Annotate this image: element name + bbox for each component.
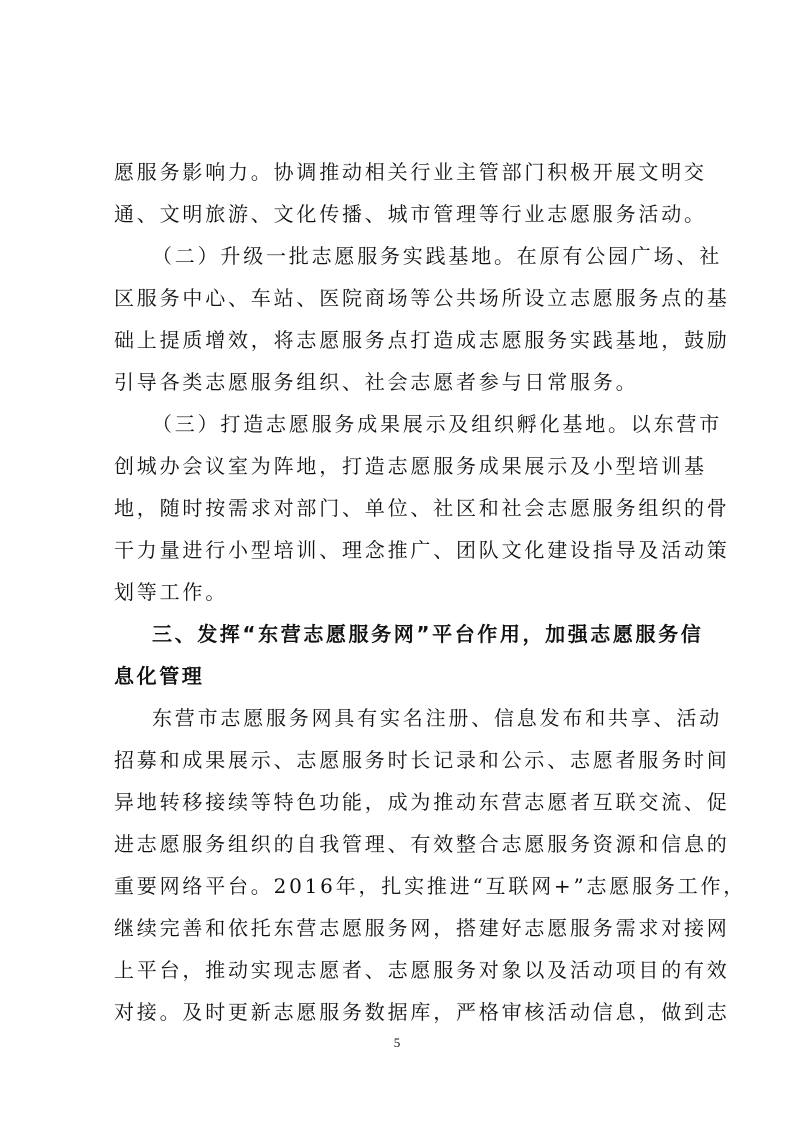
paragraph-line: 继续完善和依托东营志愿服务网，搭建好志愿服务需求对接网	[114, 916, 730, 940]
paragraph-line: 引导各类志愿服务组织、社会志愿者参与日常服务。	[114, 370, 639, 394]
paragraph-line: 础上提质增效，将志愿服务点打造成志愿服务实践基地，鼓励	[114, 328, 730, 352]
paragraph-line: 区服务中心、车站、医院商场等公共场所设立志愿服务点的基	[114, 286, 730, 310]
paragraph-line: （三）打造志愿服务成果展示及组织孵化基地。以东营市	[152, 412, 722, 436]
paragraph-line: 对接。及时更新志愿服务数据库，严格审核活动信息，做到志	[114, 1000, 730, 1024]
paragraph-line: 东营市志愿服务网具有实名注册、信息发布和共享、活动	[152, 706, 722, 730]
paragraph-line: 地，随时按需求对部门、单位、社区和社会志愿服务组织的骨	[114, 496, 730, 520]
page-number: 5	[393, 1035, 401, 1050]
paragraph-line: 上平台，推动实现志愿者、志愿服务对象以及活动项目的有效	[114, 958, 730, 982]
paragraph-line: （二）升级一批志愿服务实践基地。在原有公园广场、社	[152, 244, 722, 268]
paragraph-line: 愿服务影响力。协调推动相关行业主管部门积极开展文明交	[114, 160, 707, 184]
paragraph-line: 异地转移接续等特色功能，成为推动东营志愿者互联交流、促	[114, 790, 730, 814]
section-heading-line: 息化管理	[114, 664, 205, 688]
paragraph-line: 干力量进行小型培训、理念推广、团队文化建设指导及活动策	[114, 538, 730, 562]
section-heading-line: 三、发挥“东营志愿服务网”平台作用，加强志愿服务信	[152, 622, 704, 646]
paragraph-line: 通、文明旅游、文化传播、城市管理等行业志愿服务活动。	[114, 202, 707, 226]
paragraph-line: 进志愿服务组织的自我管理、有效整合志愿服务资源和信息的	[114, 832, 730, 856]
paragraph-line: 创城办会议室为阵地，打造志愿服务成果展示及小型培训基	[114, 454, 707, 478]
paragraph-line: 招募和成果展示、志愿服务时长记录和公示、志愿者服务时间	[114, 748, 730, 772]
paragraph-line: 重要网络平台。2016年，扎实推进“互联网+”志愿服务工作，	[114, 874, 747, 898]
paragraph-line: 划等工作。	[114, 580, 228, 604]
